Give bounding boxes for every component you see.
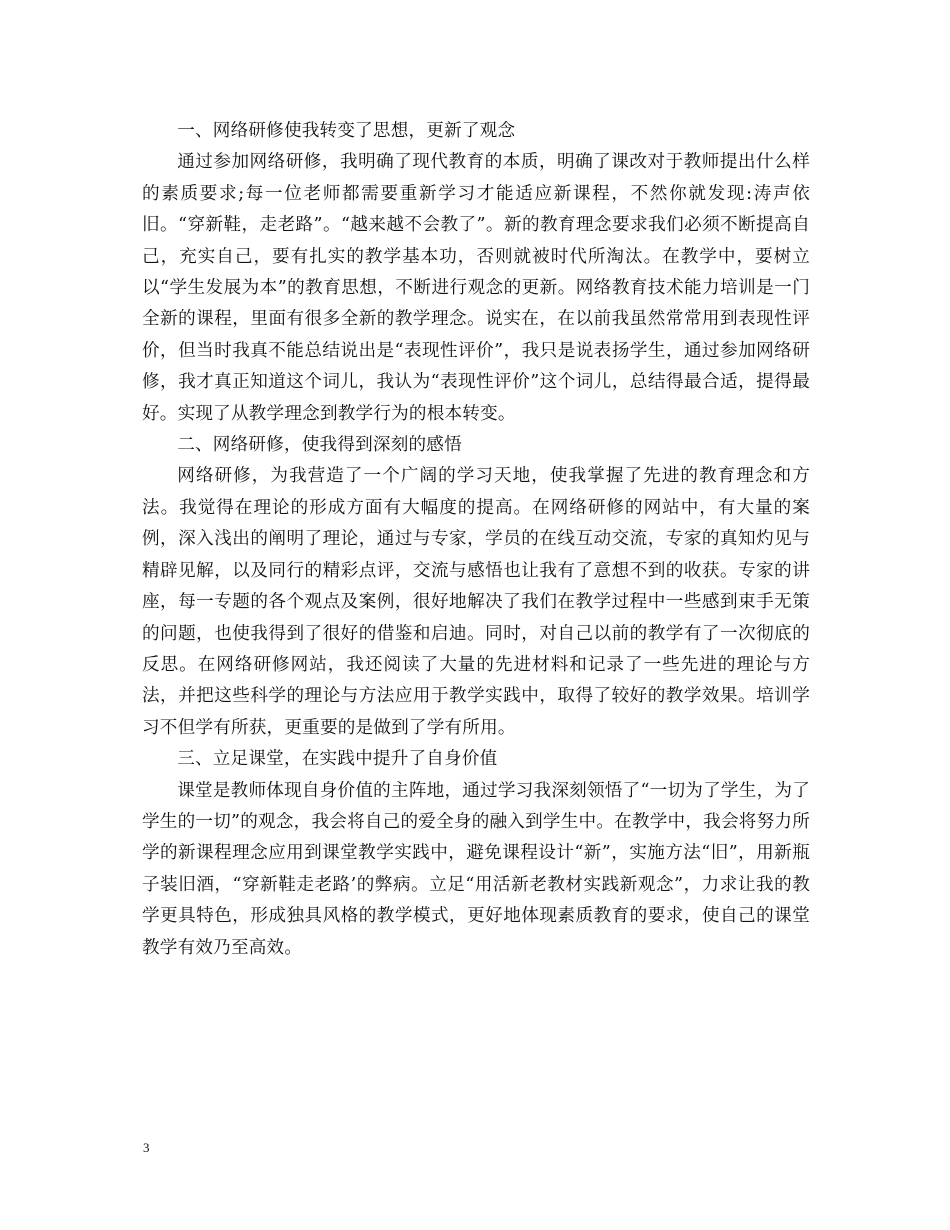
document-body	[142, 116, 810, 964]
section-paragraph-3: 课堂是教师体现自身价值的主阵地，通过学习我深刻领悟了“一切为了学生，为了学生的一切”的观念，我会将自己的爱全身的融入到学生中。在教学中，我会将努力所学的新课程理念应用到课堂教学实践中，避免课程设计“新”，实施方法“旧”，用新瓶子装旧酒，“穿新鞋走老路’的弊病。立足“用活新老教材实践新观念”，力求让我的教学更具特色，形成独具风格的教学模式，更好地体现素质教育的要求，使自己的课堂教学有效乃至高效。	[142, 780, 810, 958]
section-heading-3: 三、立足课堂，在实践中提升了自身价值	[177, 749, 498, 770]
page-number: 3	[143, 1140, 150, 1155]
section-paragraph-2: 网络研修，为我营造了一个广阔的学习天地，使我掌握了先进的教育理念和方法。我觉得在理论的形成方面有大幅度的提高。在网络研修的网站中，有大量的案例，深入浅出的阐明了理论，通过与专家，学员的在线互动交流，专家的真知灼见与精辟见解，以及同行的精彩点评，交流与感悟也让我有了意想不到的收获。专家的讲座，每一专题的各个观点及案例，很好地解决了我们在教学过程中一些感到束手无策的问题，也使我得到了很好的借鉴和启迪。同时，对自己以前的教学有了一次彻底的反思。在网络研修网站，我还阅读了大量的先进材料和记录了一些先进的理论与方法，并把这些科学的理论与方法应用于教学实践中，取得了较好的教学效果。培训学习不但学有所获，更重要的是做到了学有所用。	[142, 466, 810, 738]
section-heading-1: 一、网络研修使我转变了思想，更新了观念	[177, 121, 516, 141]
section-paragraph-1: 通过参加网络研修，我明确了现代教育的本质，明确了课改对于教师提出什么样的素质要求;每一位老师都需要重新学习才能适应新课程，不然你就发现:涛声依旧。“穿新鞋，走老路”。“越来越不会教了”。新的教育理念要求我们必须不断提高自己，充实自己，要有扎实的教学基本功，否则就被时代所淘汰。在教学中，要树立以“学生发展为本”的教育思想，不断进行观念的更新。网络教育技术能力培训是一门全新的课程，里面有很多全新的教学理念。说实在，在以前我虽然常常用到表现性评价，但当时我真不能总结说出是“表现性评价”，我只是说表扬学生，通过参加网络研修，我才真正知道这个词儿，我认为“表现性评价”这个词儿，总结得最合适，提得最好。实现了从教学理念到教学行为的根本转变。	[142, 152, 810, 424]
section-heading-2: 二、网络研修，使我得到深刻的感悟	[177, 435, 462, 456]
